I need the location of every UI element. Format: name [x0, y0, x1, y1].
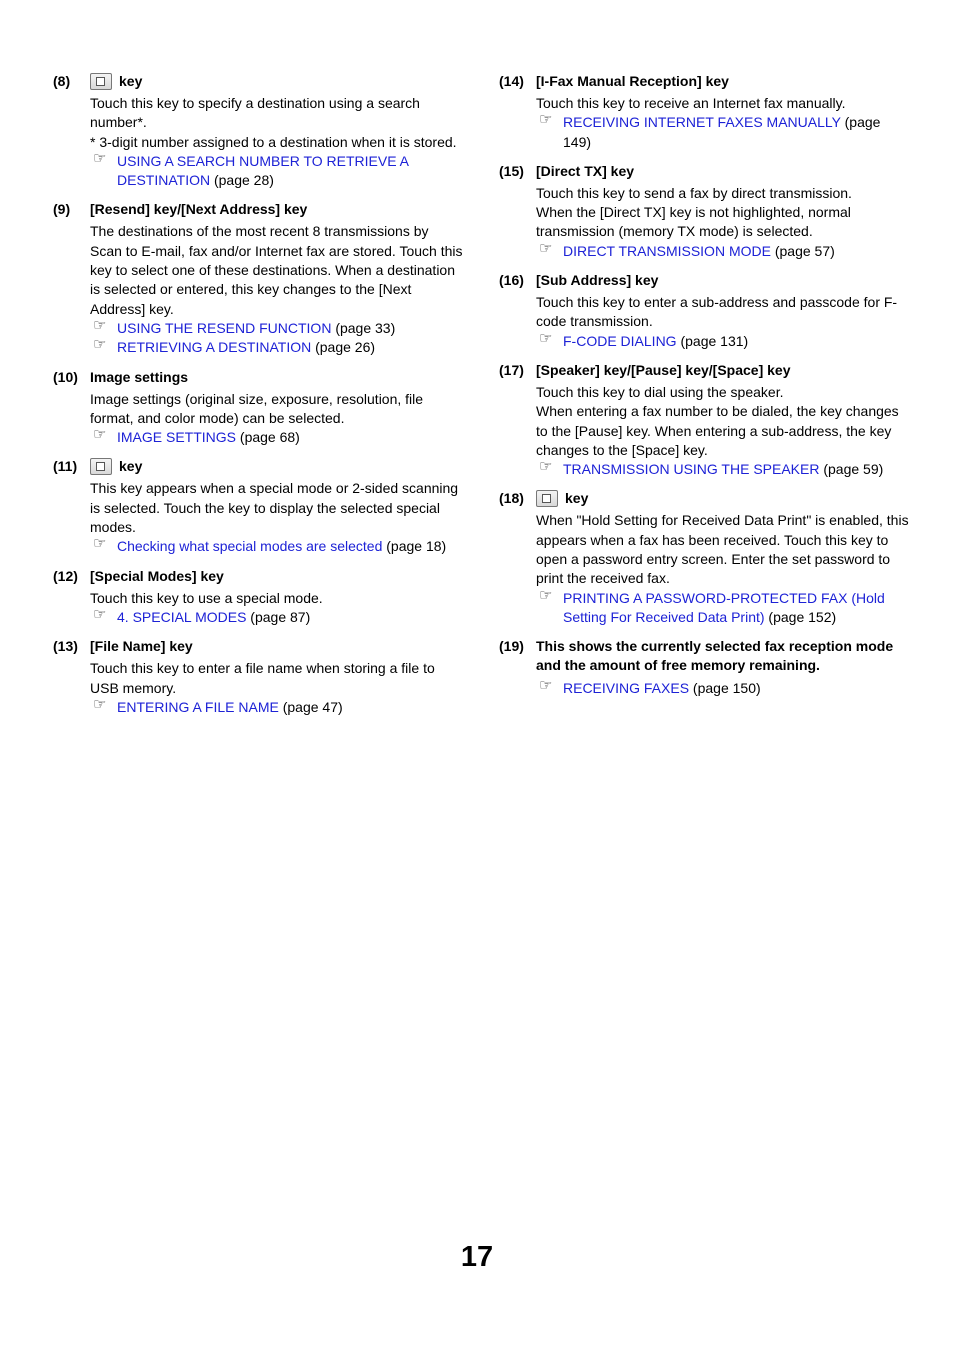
reference	[90, 149, 463, 191]
pointing-hand-icon: ☞	[539, 329, 553, 347]
reference-page: (page 152)	[764, 608, 837, 625]
entry-body	[90, 659, 463, 717]
reference-page: (page 33)	[331, 319, 396, 336]
manual-entry	[53, 368, 463, 448]
reference	[90, 605, 463, 627]
reference-page: (page 47)	[278, 698, 343, 715]
key-glyph	[96, 77, 105, 86]
body-text: When the [Direct TX] key is not highlighted, normal transmission (memory TX mode) is selected.	[536, 204, 851, 240]
reference	[90, 428, 463, 447]
reference	[90, 695, 463, 717]
manual-entry	[53, 637, 463, 717]
pointing-hand-icon: ☞	[93, 426, 107, 444]
reference	[536, 239, 909, 261]
entry-body	[90, 94, 463, 190]
reference-link[interactable]: PRINTING A PASSWORD-PROTECTED FAX (Hold Setting For Received Data Print)	[563, 589, 885, 625]
reference-page: (page 26)	[311, 339, 376, 356]
reference	[536, 113, 909, 152]
pointing-hand-icon: ☞	[93, 535, 107, 553]
body-text: Image settings (original size, exposure, resolution, file format, and color mode) can be selected.	[90, 390, 424, 426]
entry-heading	[499, 489, 909, 508]
entry-body	[90, 222, 463, 357]
pointing-hand-icon: ☞	[539, 586, 553, 604]
entry-number: (19)	[499, 638, 524, 655]
page-number: 17	[460, 1241, 494, 1273]
entry-number: (18)	[499, 490, 524, 507]
reference-page: (page 87)	[246, 608, 311, 625]
body-text: Touch this key to dial using the speaker.	[536, 383, 784, 400]
entry-number: (14)	[499, 73, 524, 89]
reference-page: (page 131)	[676, 332, 749, 349]
reference-link[interactable]: Checking what special modes are selected	[117, 538, 383, 555]
body-text: The destinations of the most recent 8 transmissions by Scan to E-mail, fax and/or Internet fax are stored. Touch this key to select one of these destinations. When a destination is selected or entered, this key changes to the [Next Address] key.	[90, 223, 463, 317]
body-text: Touch this key to send a fax by direct transmission.	[536, 184, 852, 201]
pointing-hand-icon: ☞	[93, 149, 107, 167]
entry-number: (9)	[53, 201, 71, 218]
manual-entry	[53, 567, 463, 628]
reference	[536, 460, 909, 479]
manual-entry	[499, 271, 909, 351]
special-modes-display-key-icon	[90, 458, 112, 475]
reference-link[interactable]: DIRECT TRANSMISSION MODE	[563, 242, 771, 259]
body-text: Touch this key to use a special mode.	[90, 589, 323, 606]
manual-entry	[499, 489, 909, 627]
entry-number: (12)	[53, 567, 78, 584]
entry-title: [I-Fax Manual Reception] key	[536, 73, 729, 89]
entry-heading	[499, 162, 909, 181]
entry-heading	[53, 457, 463, 476]
entry-body	[536, 679, 909, 698]
pointing-hand-icon: ☞	[93, 336, 107, 354]
entry-body	[536, 383, 909, 479]
reference	[536, 586, 909, 628]
entry-title: key	[119, 458, 143, 475]
left-column	[53, 72, 463, 727]
entry-heading	[499, 637, 909, 675]
body-text: Touch this key to enter a file name when storing a file to USB memory.	[90, 660, 435, 696]
reference	[90, 537, 463, 556]
entry-body	[536, 184, 909, 261]
entry-title: key	[119, 73, 143, 89]
entry-body	[536, 94, 909, 152]
manual-entry	[499, 637, 909, 698]
entry-body	[90, 589, 463, 628]
key-glyph	[542, 494, 551, 503]
entry-number: (16)	[499, 272, 524, 289]
right-column	[499, 72, 909, 709]
reference-page: (page 57)	[770, 242, 835, 259]
manual-entry	[499, 162, 909, 261]
reference-link[interactable]: TRANSMISSION USING THE SPEAKER	[563, 461, 820, 478]
reference-link[interactable]: RECEIVING FAXES	[563, 680, 690, 697]
body-text: This key appears when a special mode or 2-sided scanning is selected. Touch the key to display the selected special modes.	[90, 480, 459, 536]
entry-number: (10)	[53, 368, 78, 385]
reference	[536, 329, 909, 351]
pointing-hand-icon: ☞	[93, 605, 107, 623]
manual-entry	[53, 72, 463, 190]
entry-number: (8)	[53, 73, 71, 89]
body-text: When entering a fax number to be dialed, the key changes to the [Pause] key. When entering a sub-address, the key changes to the [Space] key.	[536, 403, 899, 458]
pointing-hand-icon: ☞	[93, 316, 107, 334]
body-text: Touch this key to receive an Internet fax manually.	[536, 95, 846, 111]
body-text: Touch this key to enter a sub-address and passcode for F-code transmission.	[536, 294, 898, 330]
entry-heading	[499, 72, 909, 91]
reference	[90, 316, 463, 338]
entry-heading	[53, 72, 463, 91]
pointing-hand-icon: ☞	[539, 458, 553, 476]
entry-heading	[53, 637, 463, 656]
received-data-print-key-icon	[536, 490, 558, 507]
reference-page: (page 59)	[819, 461, 884, 478]
pointing-hand-icon: ☞	[93, 695, 107, 713]
reference-link[interactable]: USING A SEARCH NUMBER TO RETRIEVE A DESTINATION	[117, 152, 409, 189]
entry-number: (15)	[499, 162, 524, 179]
entry-body	[90, 390, 463, 448]
body-text: When "Hold Setting for Received Data Print" is enabled, this appears when a fax has been received. Touch this key to open a password entry screen. Enter the set password to print the received fax.	[536, 512, 909, 587]
pointing-hand-icon: ☞	[539, 111, 553, 129]
entry-heading	[53, 200, 463, 219]
entry-title: [Direct TX] key	[536, 162, 635, 179]
reference-page: (page 149)	[563, 114, 881, 150]
entry-body	[536, 293, 909, 351]
pointing-hand-icon: ☞	[539, 677, 553, 695]
entry-title: Image settings	[90, 368, 189, 385]
reference-link[interactable]: USING THE RESEND FUNCTION	[117, 319, 332, 336]
reference-link[interactable]: RECEIVING INTERNET FAXES MANUALLY	[563, 114, 841, 131]
entry-title: [Resend] key/[Next Address] key	[90, 201, 308, 218]
manual-entry	[53, 457, 463, 556]
entry-number: (11)	[53, 458, 78, 475]
entry-title: key	[565, 490, 589, 507]
reference	[90, 338, 463, 357]
pointing-hand-icon: ☞	[539, 239, 553, 257]
entry-number: (13)	[53, 638, 78, 655]
footnote: * 3-digit number assigned to a destination when it is stored.	[90, 133, 457, 150]
entry-number: (17)	[499, 361, 524, 378]
reference-page: (page 18)	[382, 538, 447, 555]
entry-title: [Special Modes] key	[90, 567, 224, 584]
search-number-key-icon	[90, 73, 112, 90]
reference-link[interactable]: ENTERING A FILE NAME	[117, 698, 279, 715]
manual-entry	[499, 72, 909, 152]
manual-entry	[53, 200, 463, 357]
entry-heading	[499, 361, 909, 380]
reference-link[interactable]: 4. SPECIAL MODES	[117, 608, 247, 625]
body-text: Touch this key to specify a destination using a search number*.	[90, 95, 420, 131]
key-glyph	[96, 462, 105, 471]
manual-entry	[499, 361, 909, 479]
reference-page: (page 150)	[689, 680, 761, 697]
reference-link[interactable]: F-CODE DIALING	[563, 332, 677, 349]
reference	[536, 679, 909, 698]
reference-link[interactable]: IMAGE SETTINGS	[117, 429, 237, 446]
reference-page: (page 28)	[210, 172, 274, 189]
entry-body	[536, 511, 909, 627]
entry-title: [Sub Address] key	[536, 272, 659, 289]
entry-title: [File Name] key	[90, 638, 193, 655]
reference-page: (page 68)	[236, 429, 300, 446]
entry-heading	[499, 271, 909, 290]
entry-title: [Speaker] key/[Pause] key/[Space] key	[536, 361, 791, 378]
entry-heading	[53, 368, 463, 387]
entry-title: This shows the currently selected fax reception mode and the amount of free memory remaining.	[536, 638, 894, 674]
reference-link[interactable]: RETRIEVING A DESTINATION	[117, 339, 312, 356]
entry-heading	[53, 567, 463, 586]
entry-body	[90, 479, 463, 556]
